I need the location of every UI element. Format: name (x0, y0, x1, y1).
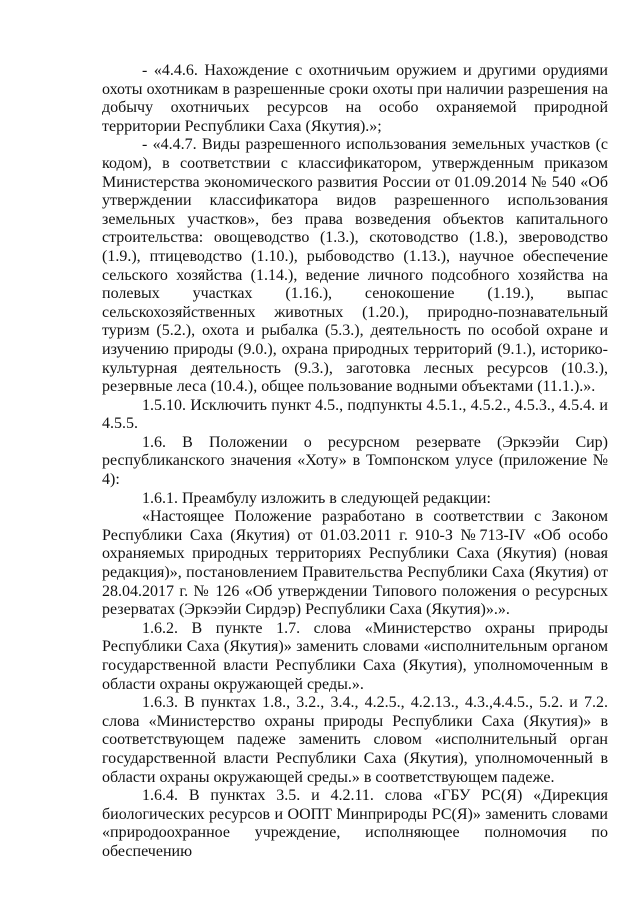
paragraph-4-4-7: - «4.4.7. Виды разрешенного использования земельных участков (с кодом), в соответствии с классификатором, утвержденным приказом Министерства экономического развития России от 01.09.2014 № 540 «Об утверждении классификатора видов разрешенного использования земельных участков», без права возведения объектов капитального строительства: овощеводство (1.3.), скотоводство (1.8.), звероводство (1.9.), птицеводство (1.10.), рыбоводство (1.13.), научное обеспечение сельского хозяйства (1.14.), ведение личного подсобного хозяйства на полевых участках (1.16.), сенокошение (1.19.), выпас сельскохозяйственных животных (1.20.), природно-познавательный туризм (5.2.), охота и рыбалка (5.3.), деятельность по особой охране и изучению природы (9.0.), охрана природных территорий (9.1.), историко-культурная деятельность (9.3.), заготовка лесных ресурсов (10.3.), резервные леса (10.4.), общее пользование водными объектами (11.1.).». (102, 136, 608, 396)
paragraph-preamble: «Настоящее Положение разработано в соответствии с Законом Республики Саха (Якутия) от 01.03.2011 г. 910-З №713-IV «Об особо охраняемых природных территориях Республики Саха (Якутия) (новая редакция)», постановлением Правительства Республики Саха (Якутия) от 28.04.2017 г. № 126 «Об утверждении Типового положения о ресурсных резерватах (Эркээйи Сирдэр) Республики Саха (Якутия)».». (102, 508, 608, 619)
paragraph-1-6-1: 1.6.1. Преамбулу изложить в следующей редакции: (142, 489, 491, 507)
paragraph-4-4-6: - «4.4.6. Нахождение с охотничьим оружием и другими орудиями охоты охотникам в разрешенные сроки охоты при наличии разрешения на добычу охотничьих ресурсов на особо охраняемой природной территории Республики Саха (Якутия).»; (102, 62, 608, 135)
paragraph-1-5-10: 1.5.10. Исключить пункт 4.5., подпункты 4.5.1., 4.5.2., 4.5.3., 4.5.4. и 4.5.5. (102, 396, 608, 433)
paragraph-1-6: 1.6. В Положении о ресурсном резервате (Эркээйи Сир) республиканского значения «Хоту» в Томпонском улусе (приложение № 4): (102, 433, 608, 489)
paragraph-1-6-3: 1.6.3. В пунктах 1.8., 3.2., 3.4., 4.2.5., 4.2.13., 4.3.,4.4.5., 5.2. и 7.2. слова «Министерство охраны природы Республики Саха (Якутия)» в соответствующем падеже заменить словом «исполнительный орган государственной власти Республики Саха (Якутия), уполномоченный в области охраны окружающей среды.» в соответствующем падеже. (102, 694, 608, 786)
paragraph-1-6-2: 1.6.2. В пункте 1.7. слова «Министерство охраны природы Республики Саха (Якутия)» заменить словами «исполнительным органом государственной власти Республики Саха (Якутия), уполномоченным в области охраны окружающей среды.». (102, 619, 608, 693)
paragraph-1-6-4: 1.6.4. В пунктах 3.5. и 4.2.11. слова «ГБУ РС(Я) «Дирекция биологических ресурсов и ООПТ Минприроды РС(Я)» заменить словами «природоохранное учреждение, исполняющее полномочия по обеспечению (102, 787, 608, 860)
document-body (102, 62, 608, 862)
